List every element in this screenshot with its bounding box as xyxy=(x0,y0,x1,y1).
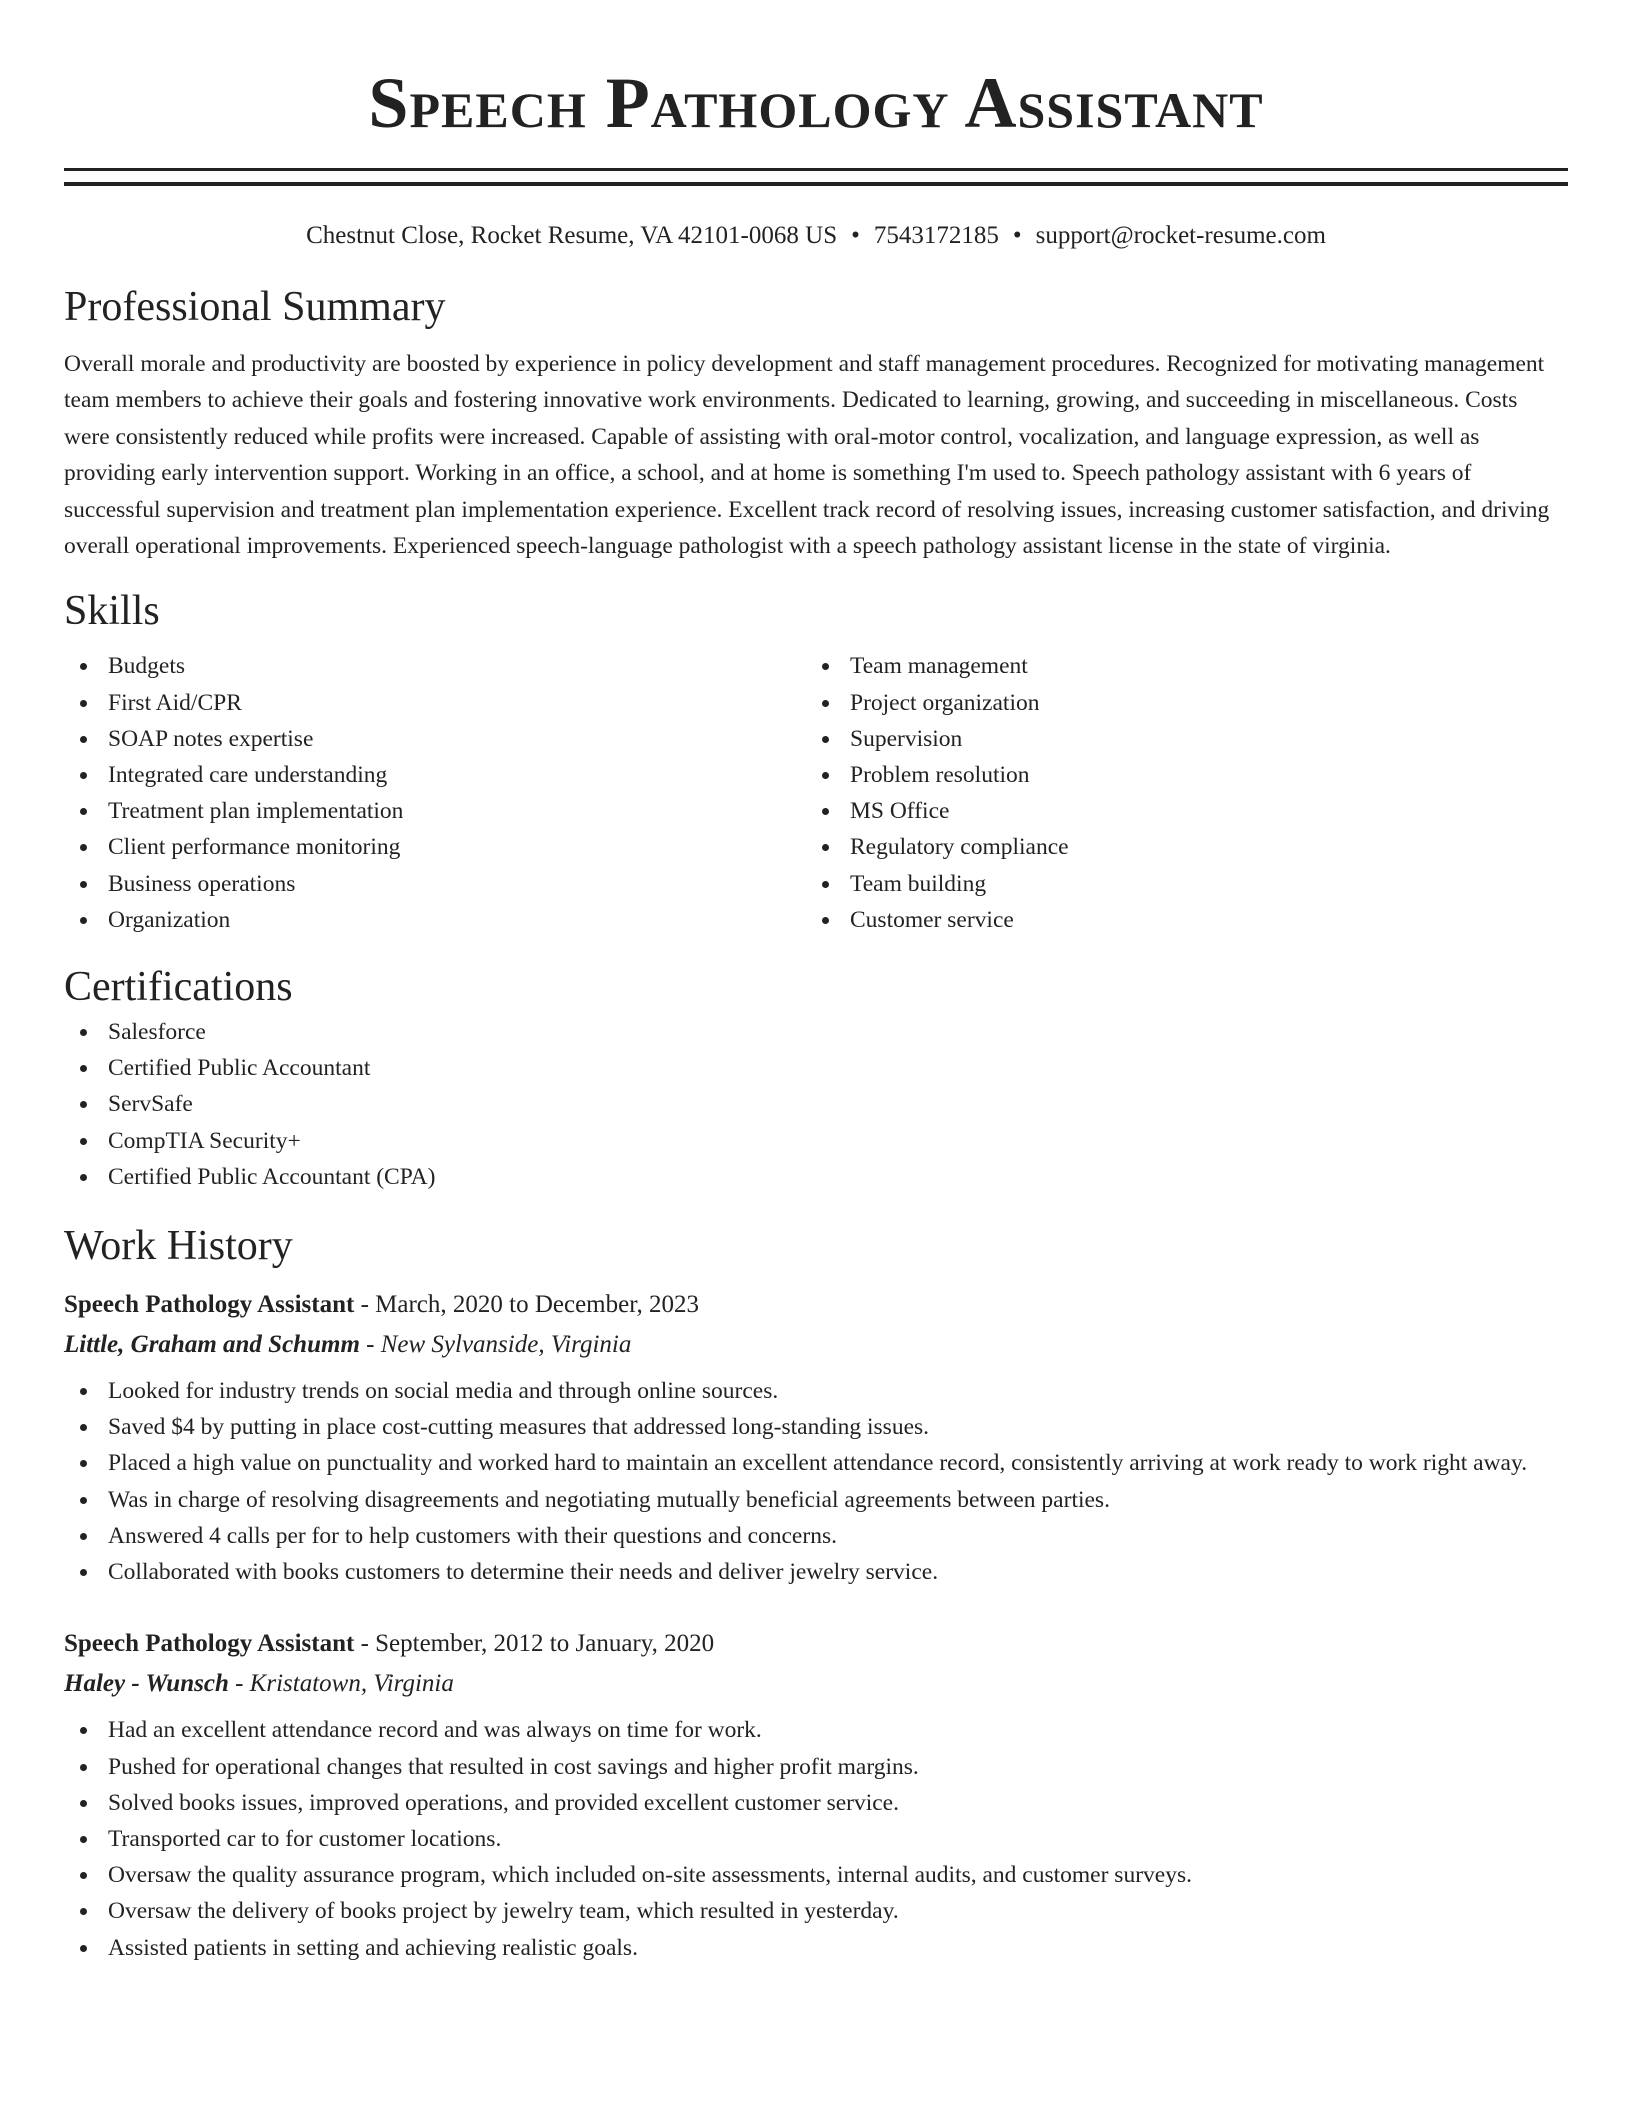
skill-item: Integrated care understanding xyxy=(64,757,806,793)
skill-item: MS Office xyxy=(806,793,1548,829)
certifications-list xyxy=(64,1014,1568,1195)
job-duty-item: Saved $4 by putting in place cost-cutting measures that addressed long-standing issues. xyxy=(64,1409,1568,1445)
job-duty-item: Solved books issues, improved operations, and provided excellent customer service. xyxy=(64,1785,1568,1821)
job-dates: - March, 2020 to December, 2023 xyxy=(354,1291,700,1319)
job-duty-item: Oversaw the quality assurance program, which included on-site assessments, internal audits, and customer surveys. xyxy=(64,1857,1568,1893)
skills-list-right xyxy=(806,648,1548,938)
job-duty-item: Oversaw the delivery of books project by jewelry team, which resulted in yesterday. xyxy=(64,1893,1568,1929)
job-company: Little, Graham and Schumm xyxy=(64,1331,360,1359)
resume-name-heading: Speech Pathology Assistant xyxy=(368,63,1264,143)
skill-item: Team building xyxy=(806,866,1548,902)
job-role: Speech Pathology Assistant xyxy=(64,1291,355,1319)
job-company-line xyxy=(64,1664,1568,1704)
certification-item: Salesforce xyxy=(64,1014,1568,1050)
skills-columns xyxy=(64,648,1568,938)
job-title-line xyxy=(64,1285,1568,1325)
contact-separator: • xyxy=(1012,222,1022,249)
job-company-line xyxy=(64,1325,1568,1365)
skills-list-left xyxy=(64,648,806,938)
job-duties-list xyxy=(64,1373,1568,1590)
certification-item: CompTIA Security+ xyxy=(64,1123,1568,1159)
skill-item: Regulatory compliance xyxy=(806,829,1548,865)
job-duty-item: Pushed for operational changes that resulted in cost savings and higher profit margins. xyxy=(64,1749,1568,1785)
job-location: - Kristatown, Virginia xyxy=(228,1670,454,1698)
skill-item: Team management xyxy=(806,648,1548,684)
job-title-line xyxy=(64,1624,1568,1664)
skill-item: Project organization xyxy=(806,685,1548,721)
skill-item: Client performance monitoring xyxy=(64,829,806,865)
job-duty-item: Had an excellent attendance record and was always on time for work. xyxy=(64,1712,1568,1748)
summary-heading: Professional Summary xyxy=(64,284,446,330)
job-dates: - September, 2012 to January, 2020 xyxy=(354,1630,715,1658)
skill-item: Customer service xyxy=(806,902,1548,938)
certification-item: ServSafe xyxy=(64,1086,1568,1122)
job-entry xyxy=(64,1285,1568,1590)
contact-email: support@rocket-resume.com xyxy=(1035,222,1326,249)
summary-text: Overall morale and productivity are boosted by experience in policy development and staff management procedures. Recognized for motivating management team members to achieve their goals and fostering innovative work environments. Dedicated to learning, growing, and succeeding in miscellaneous. Costs were consistently reduced while profits were increased. Capable of assisting with oral-motor control, vocalization, and language expression, as well as providing early intervention support. Working in an office, a school, and at home is something I'm used to. Speech pathology assistant with 6 years of successful supervision and treatment plan implementation experience. Excellent track record of resolving issues, increasing customer satisfaction, and driving overall operational improvements. Experienced speech-language pathologist with a speech pathology assistant license in the state of virginia. xyxy=(64,351,1550,560)
work-history-heading: Work History xyxy=(64,1223,293,1270)
skill-item: SOAP notes expertise xyxy=(64,721,806,757)
job-role: Speech Pathology Assistant xyxy=(64,1630,355,1658)
skill-item: Organization xyxy=(64,902,806,938)
job-duty-item: Collaborated with books customers to determine their needs and deliver jewelry service. xyxy=(64,1554,1568,1590)
skills-heading: Skills xyxy=(64,588,160,635)
job-duty-item: Placed a high value on punctuality and worked hard to maintain an excellent attendance record, consistently arriving at work ready to work right away. xyxy=(64,1445,1568,1481)
header-double-rule xyxy=(64,168,1568,186)
skill-item: Supervision xyxy=(806,721,1548,757)
skill-item: Treatment plan implementation xyxy=(64,793,806,829)
job-duty-item: Was in charge of resolving disagreements and negotiating mutually beneficial agreements between parties. xyxy=(64,1482,1568,1518)
job-duty-item: Assisted patients in setting and achieving realistic goals. xyxy=(64,1930,1568,1966)
job-company: Haley - Wunsch xyxy=(64,1670,229,1698)
contact-separator: • xyxy=(851,222,860,249)
certifications-heading: Certifications xyxy=(64,964,293,1011)
job-duty-item: Transported car to for customer locations. xyxy=(64,1821,1568,1857)
skill-item: Budgets xyxy=(64,648,806,684)
certification-item: Certified Public Accountant (CPA) xyxy=(64,1159,1568,1195)
resume-page xyxy=(64,0,1568,1966)
contact-line xyxy=(64,218,1568,254)
job-duties-list xyxy=(64,1712,1568,1965)
skill-item: First Aid/CPR xyxy=(64,685,806,721)
job-entry xyxy=(64,1624,1568,1965)
skill-item: Business operations xyxy=(64,866,806,902)
job-location: - New Sylvanside, Virginia xyxy=(359,1331,632,1359)
job-duty-item: Answered 4 calls per for to help customers with their questions and concerns. xyxy=(64,1518,1568,1554)
contact-phone: 7543172185 xyxy=(873,222,999,249)
certification-item: Certified Public Accountant xyxy=(64,1050,1568,1086)
skill-item: Problem resolution xyxy=(806,757,1548,793)
job-duty-item: Looked for industry trends on social media and through online sources. xyxy=(64,1373,1568,1409)
contact-address: Chestnut Close, Rocket Resume, VA 42101-0068 US xyxy=(306,222,838,249)
